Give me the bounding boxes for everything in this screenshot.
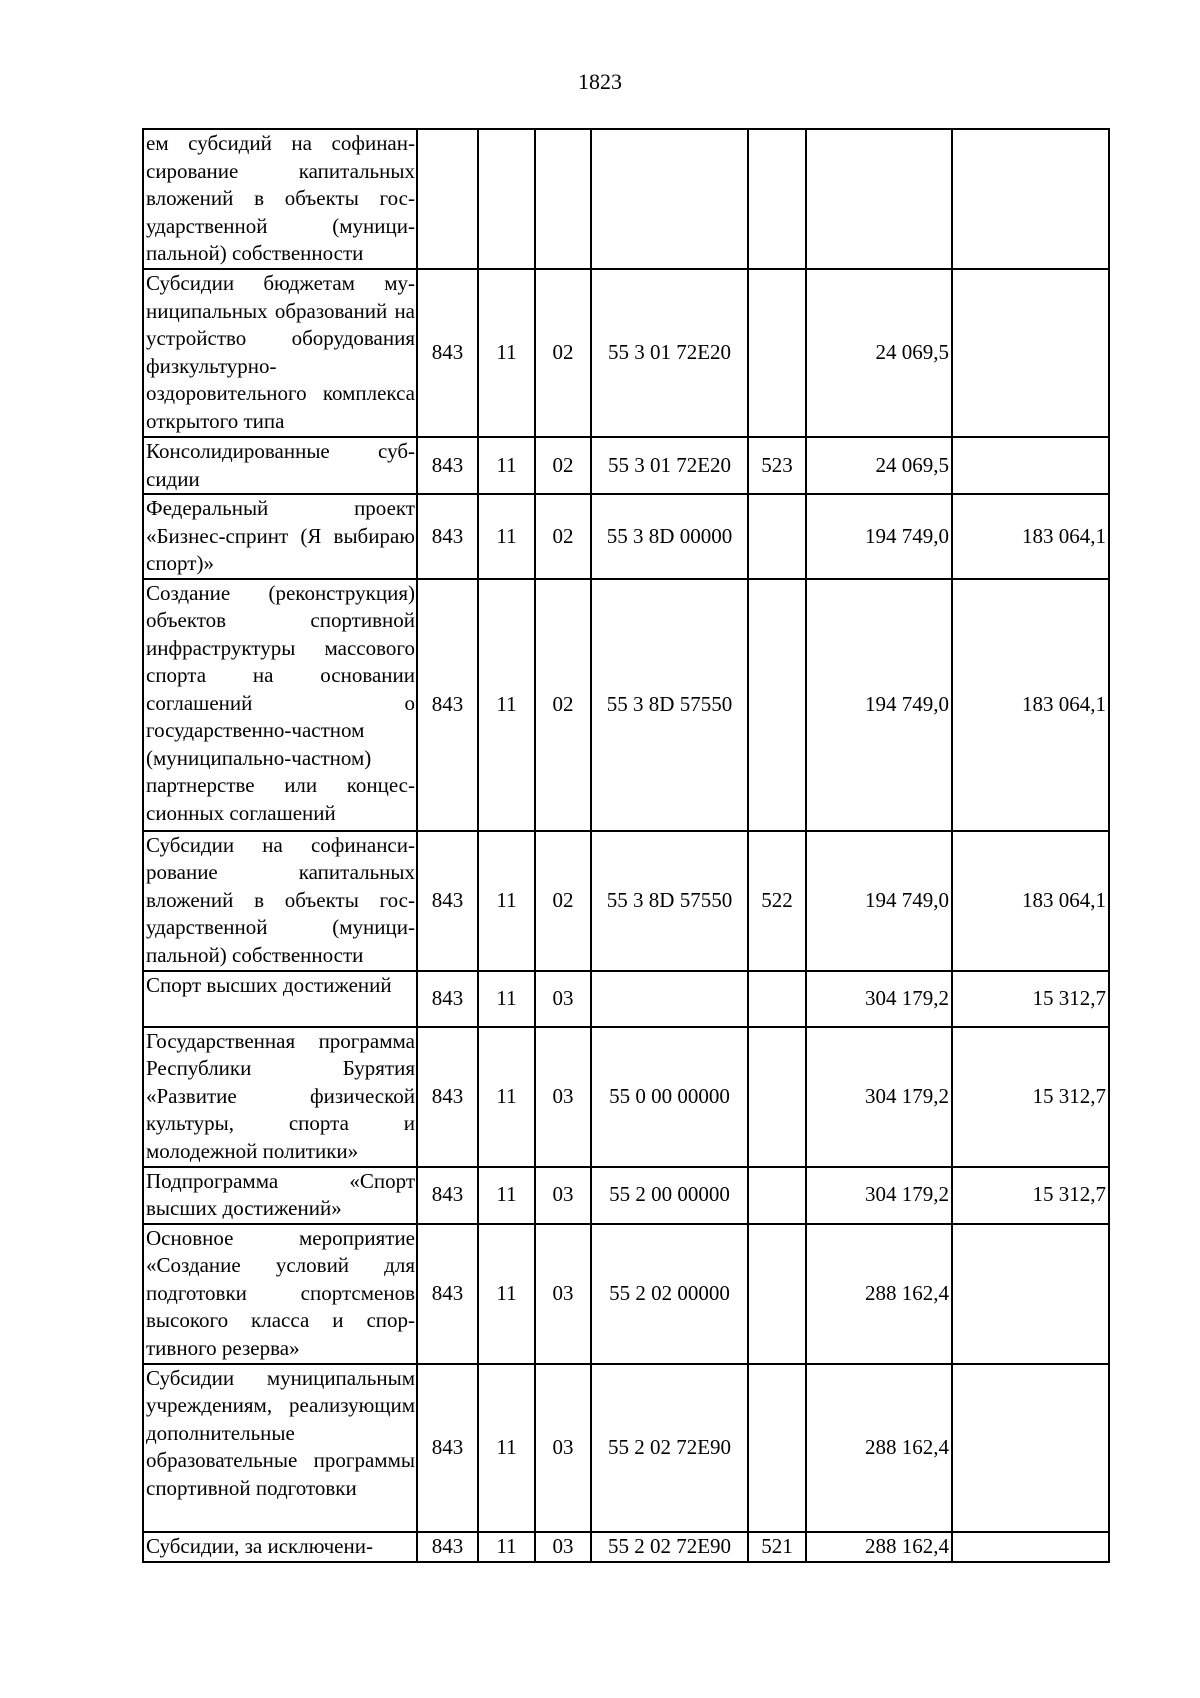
grbs-cell — [417, 129, 478, 269]
row-description: Субсидии бюджетам муниципальных образований на устройство оборудования физкультурно-оздоровительного комплекса открытого типа — [143, 269, 417, 437]
expense-type-cell — [748, 579, 806, 831]
subsection-cell: 03 — [535, 971, 591, 1027]
section-cell: 11 — [478, 831, 535, 971]
subsection-cell: 03 — [535, 1224, 591, 1364]
table-row — [143, 579, 1109, 831]
expense-type-cell — [748, 1167, 806, 1224]
table-body — [143, 129, 1109, 1562]
expense-type-cell: 523 — [748, 437, 806, 494]
federal-sum-cell — [952, 1532, 1109, 1562]
federal-sum-cell — [952, 437, 1109, 494]
expense-type-cell — [748, 129, 806, 269]
target-article-cell: 55 3 8D 00000 — [591, 494, 748, 579]
subsection-cell: 03 — [535, 1532, 591, 1562]
federal-sum-cell: 15 312,7 — [952, 1167, 1109, 1224]
row-description: Субсидии, за исключени- — [143, 1532, 417, 1562]
grbs-cell: 843 — [417, 971, 478, 1027]
target-article-cell: 55 3 01 72Е20 — [591, 269, 748, 437]
section-cell: 11 — [478, 1167, 535, 1224]
row-description: Субсидии муниципальным учреждениям, реализующим дополнительные образовательные программы спортивной подготовки — [143, 1364, 417, 1532]
target-article-cell: 55 2 02 72Е90 — [591, 1532, 748, 1562]
target-article-cell: 55 2 00 00000 — [591, 1167, 748, 1224]
row-description: Спорт высших достижений — [143, 971, 417, 1027]
grbs-cell: 843 — [417, 579, 478, 831]
expense-type-cell — [748, 269, 806, 437]
sum-cell: 288 162,4 — [806, 1224, 952, 1364]
target-article-cell — [591, 129, 748, 269]
row-description: Создание (реконструкция) объектов спортивной инфраструктуры массового спорта на основании соглашений о государственно-частном (муниципально-частном) партнерстве или концессионных соглашений — [143, 579, 417, 831]
subsection-cell: 03 — [535, 1167, 591, 1224]
federal-sum-cell — [952, 1224, 1109, 1364]
section-cell: 11 — [478, 1027, 535, 1167]
table-row — [143, 269, 1109, 437]
grbs-cell: 843 — [417, 269, 478, 437]
row-description: Субсидии на софинансирование капитальных вложений в объекты государственной (муниципальной) собственности — [143, 831, 417, 971]
row-description: ем субсидий на софинансирование капитальных вложений в объекты государственной (муниципальной) собственности — [143, 129, 417, 269]
target-article-cell — [591, 971, 748, 1027]
expense-type-cell — [748, 494, 806, 579]
grbs-cell: 843 — [417, 1027, 478, 1167]
sum-cell: 194 749,0 — [806, 494, 952, 579]
section-cell: 11 — [478, 269, 535, 437]
sum-cell: 194 749,0 — [806, 579, 952, 831]
sum-cell: 24 069,5 — [806, 437, 952, 494]
row-description: Федеральный проект «Бизнес-спринт (Я выбираю спорт)» — [143, 494, 417, 579]
federal-sum-cell: 15 312,7 — [952, 971, 1109, 1027]
federal-sum-cell — [952, 1364, 1109, 1532]
sum-cell: 288 162,4 — [806, 1532, 952, 1562]
sum-cell: 304 179,2 — [806, 1167, 952, 1224]
expense-type-cell — [748, 1364, 806, 1532]
grbs-cell: 843 — [417, 437, 478, 494]
target-article-cell: 55 2 02 00000 — [591, 1224, 748, 1364]
row-description: Государственная программа Республики Бурятия «Развитие физической культуры, спорта и молодежной политики» — [143, 1027, 417, 1167]
table-row — [143, 1532, 1109, 1562]
grbs-cell: 843 — [417, 1167, 478, 1224]
section-cell: 11 — [478, 1224, 535, 1364]
expense-type-cell: 522 — [748, 831, 806, 971]
section-cell: 11 — [478, 1532, 535, 1562]
subsection-cell: 03 — [535, 1027, 591, 1167]
subsection-cell: 02 — [535, 579, 591, 831]
grbs-cell: 843 — [417, 1532, 478, 1562]
grbs-cell: 843 — [417, 494, 478, 579]
table-row — [143, 971, 1109, 1027]
sum-cell: 24 069,5 — [806, 269, 952, 437]
federal-sum-cell: 15 312,7 — [952, 1027, 1109, 1167]
subsection-cell — [535, 129, 591, 269]
row-description: Основное мероприятие «Создание условий для подготовки спортсменов высокого класса и спортивного резерва» — [143, 1224, 417, 1364]
budget-table — [142, 128, 1110, 1563]
page-number: 1823 — [578, 69, 622, 94]
target-article-cell: 55 3 8D 57550 — [591, 579, 748, 831]
expense-type-cell — [748, 1224, 806, 1364]
sum-cell: 194 749,0 — [806, 831, 952, 971]
subsection-cell: 03 — [535, 1364, 591, 1532]
row-description: Подпрограмма «Спорт высших достижений» — [143, 1167, 417, 1224]
sum-cell: 304 179,2 — [806, 1027, 952, 1167]
federal-sum-cell: 183 064,1 — [952, 831, 1109, 971]
sum-cell: 304 179,2 — [806, 971, 952, 1027]
federal-sum-cell — [952, 269, 1109, 437]
subsection-cell: 02 — [535, 494, 591, 579]
section-cell — [478, 129, 535, 269]
section-cell: 11 — [478, 437, 535, 494]
table-row — [143, 831, 1109, 971]
table-row — [143, 494, 1109, 579]
grbs-cell: 843 — [417, 1364, 478, 1532]
grbs-cell: 843 — [417, 831, 478, 971]
target-article-cell: 55 3 01 72Е20 — [591, 437, 748, 494]
federal-sum-cell: 183 064,1 — [952, 579, 1109, 831]
table-row — [143, 1364, 1109, 1532]
table-row — [143, 129, 1109, 269]
subsection-cell: 02 — [535, 831, 591, 971]
section-cell: 11 — [478, 1364, 535, 1532]
sum-cell: 288 162,4 — [806, 1364, 952, 1532]
section-cell: 11 — [478, 494, 535, 579]
subsection-cell: 02 — [535, 437, 591, 494]
target-article-cell: 55 2 02 72Е90 — [591, 1364, 748, 1532]
target-article-cell: 55 3 8D 57550 — [591, 831, 748, 971]
row-description: Консолидированные субсидии — [143, 437, 417, 494]
expense-type-cell: 521 — [748, 1532, 806, 1562]
grbs-cell: 843 — [417, 1224, 478, 1364]
federal-sum-cell — [952, 129, 1109, 269]
target-article-cell: 55 0 00 00000 — [591, 1027, 748, 1167]
table-row — [143, 1027, 1109, 1167]
expense-type-cell — [748, 1027, 806, 1167]
sum-cell — [806, 129, 952, 269]
subsection-cell: 02 — [535, 269, 591, 437]
table-row — [143, 1167, 1109, 1224]
table-row — [143, 437, 1109, 494]
section-cell: 11 — [478, 971, 535, 1027]
table-row — [143, 1224, 1109, 1364]
federal-sum-cell: 183 064,1 — [952, 494, 1109, 579]
expense-type-cell — [748, 971, 806, 1027]
section-cell: 11 — [478, 579, 535, 831]
